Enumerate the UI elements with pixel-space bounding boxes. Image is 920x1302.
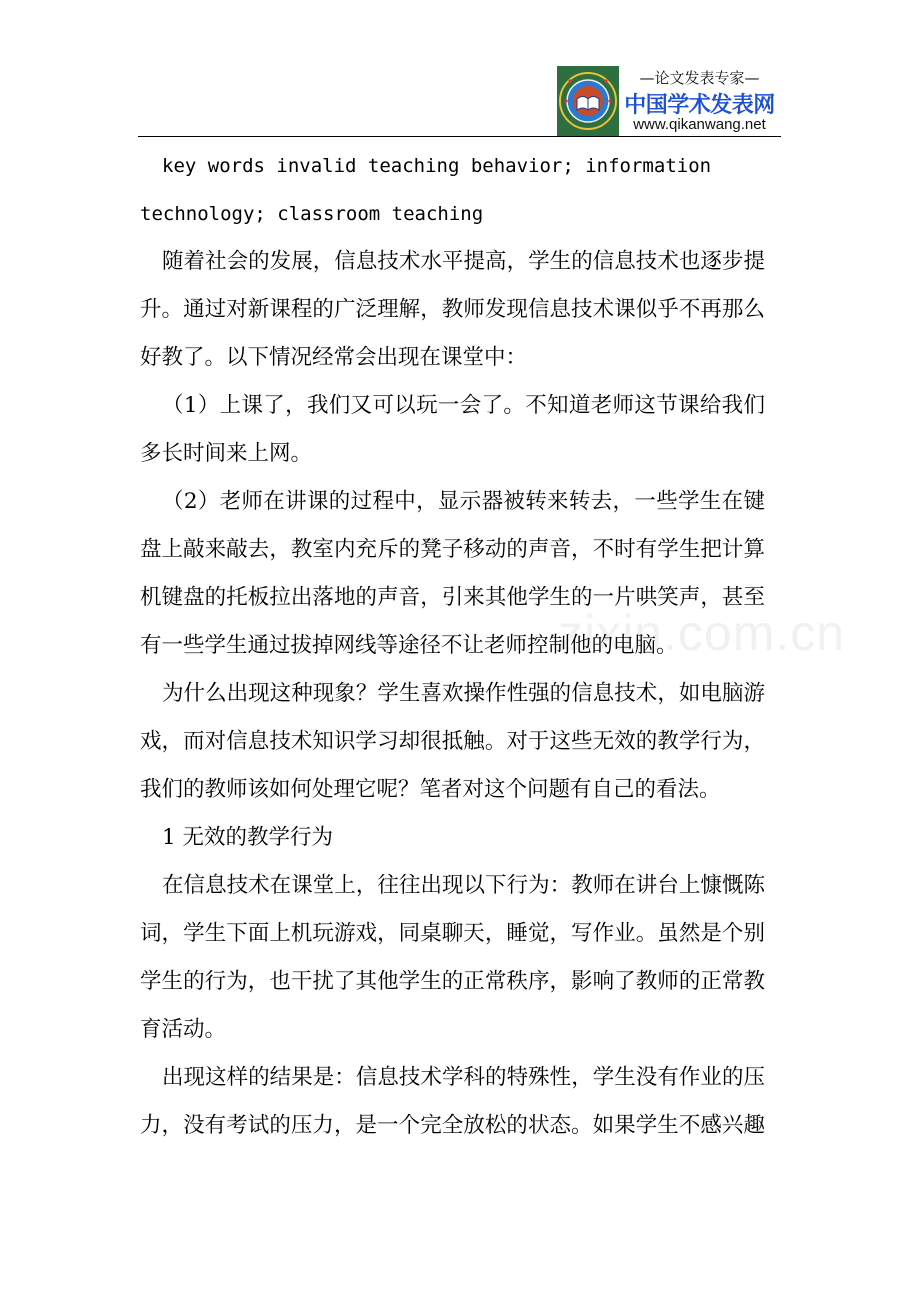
paragraph-line: 力，没有考试的压力，是一个完全放松的状态。如果学生不感兴趣 — [140, 1113, 765, 1138]
header-divider — [138, 136, 781, 137]
paragraph-line: 多长时间来上网。 — [140, 441, 313, 466]
logo-slogan: —论文发表专家— — [639, 69, 760, 87]
watermark: zixin.com.cn — [558, 605, 846, 661]
paragraph-line: 有一些学生通过拔掉网线等途径不让老师控制他的电脑。 — [140, 633, 678, 658]
paragraph-line: 词，学生下面上机玩游戏，同桌聊天，睡觉，写作业。虽然是个别 — [140, 921, 765, 946]
paragraph-line: 育活动。 — [140, 1017, 227, 1042]
logo-url: www.qikanwang.net — [633, 116, 766, 133]
logo-seal-icon — [557, 66, 619, 136]
paragraph-line: 在信息技术在课堂上，往往出现以下行为：教师在讲台上慷慨陈 — [162, 873, 765, 898]
paragraph-line: （2）老师在讲课的过程中，显示器被转来转去，一些学生在键 — [162, 489, 765, 514]
logo-site-name: 中国学术发表网 — [624, 93, 775, 118]
paragraph-line: 随着社会的发展，信息技术水平提高，学生的信息技术也逐步提 — [162, 249, 765, 274]
paragraph-line: 机键盘的托板拉出落地的声音，引来其他学生的一片哄笑声，甚至 — [140, 585, 765, 610]
paragraph-line: 盘上敲来敲去，教室内充斥的凳子移动的声音，不时有学生把计算 — [140, 537, 765, 562]
site-logo — [557, 66, 779, 136]
paragraph-line: 戏，而对信息技术知识学习却很抵触。对于这些无效的教学行为， — [140, 729, 765, 754]
keywords-line-1: key words invalid teaching behavior; information — [162, 155, 712, 177]
keywords-line-2: technology; classroom teaching — [140, 203, 484, 225]
paragraph-line: 好教了。以下情况经常会出现在课堂中： — [140, 345, 528, 370]
paragraph-line: 升。通过对新课程的广泛理解，教师发现信息技术课似乎不再那么 — [140, 297, 765, 322]
paragraph-line: 学生的行为，也干扰了其他学生的正常秩序，影响了教师的正常教 — [140, 969, 765, 994]
paragraph-line: 出现这样的结果是：信息技术学科的特殊性，学生没有作业的压 — [162, 1065, 765, 1090]
paragraph-line: （1）上课了，我们又可以玩一会了。不知道老师这节课给我们 — [162, 393, 765, 418]
paragraph-line: 我们的教师该如何处理它呢？笔者对这个问题有自己的看法。 — [140, 777, 721, 802]
paragraph-line: 为什么出现这种现象？学生喜欢操作性强的信息技术，如电脑游 — [162, 681, 765, 706]
section-heading: 1 无效的教学行为 — [162, 825, 334, 850]
